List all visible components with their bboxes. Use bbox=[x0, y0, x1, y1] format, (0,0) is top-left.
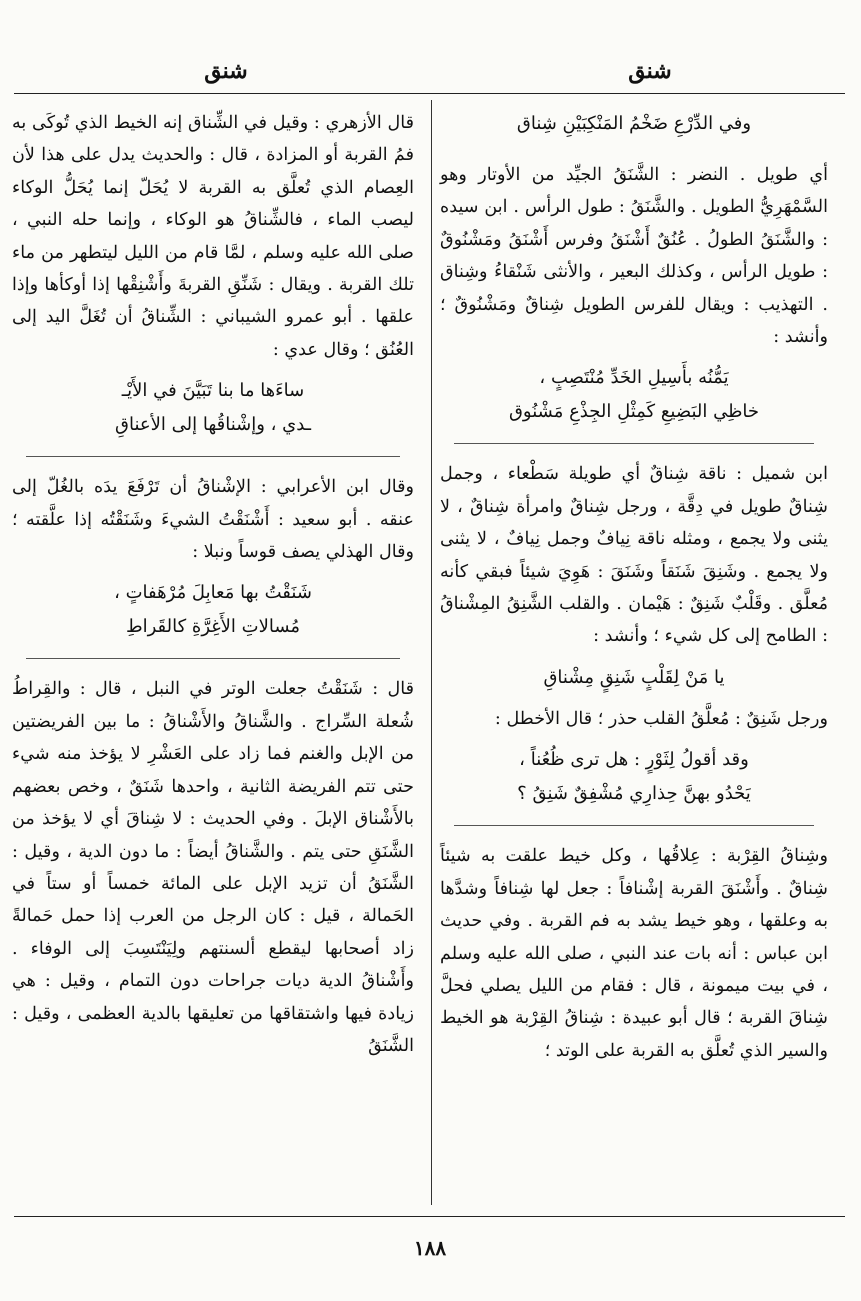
section-separator bbox=[26, 456, 400, 457]
right-paragraph-3: ورجل شَنِقٌ : مُعلَّقُ القلب حذر ؛ قال الأخطل : bbox=[494, 708, 828, 729]
verse-line: يا مَنْ لِقَلْبٍ شَنِقٍ مِشْناقِ bbox=[543, 666, 725, 688]
page-header-left-word: شنق bbox=[204, 58, 248, 84]
verse-line: خاظِي البَضِيعِ كَمِثْلِ الجِذْعِ مَشْنُوق bbox=[508, 401, 760, 423]
left-paragraph-1: قال الأزهري : وقيل في الشِّناق إنه الخيط الذي تُوكَى به فمُ القربة أو المزادة ، قال : والحديث يدل على هذا لأن العِصام الذي تُعلَّق به القربة لا يُحَلّ إنما يُحَلُّ الوكاء ليصب الماء ، فالشِّناقُ هو الوكاء ، وإنما حله النبي ، صلى الله عليه وسلم ، لمَّا قام من الليل ليتطهر من ماء تلك القربة . ويقال : شَنِّقِ القربةَ وأَشْنِقْها إذا أوكأها وإذا علقها . أبو عمرو الشيباني : الشِّناقُ أن تُغَلَّ اليد إلى العُنُق ؛ وقال عدي : bbox=[12, 113, 414, 360]
header-rule bbox=[14, 93, 845, 94]
right-paragraph-2: ابن شميل : ناقة شِناقٌ أي طويلة سَطْعاء ، وجمل شِناقٌ طويل في دِقَّة ، ورجل شِناقٌ وامرأة شِناقٌ ، لا يثنى ولا يجمع ، ومثله ناقة نِيافٌ وجمل نِيافٌ ، لا يثنى ولا يجمع . وشَنِقَ شَنَقاً وشَنَقَ : هَوِيَ شيئاً فبقي كأنه مُعلَّق . وقَلْبٌ شَنِقٌ : هَيْمان . والقلب الشَّنِقُ المِشْناقُ : الطامح إلى كل شيء ؛ وأنشد : bbox=[440, 464, 828, 647]
right-verse-1 bbox=[440, 107, 828, 141]
verse-line: يَمُّنُه بأَسِيلِ الخَدِّ مُنْتَصِبٍ ، bbox=[539, 367, 729, 389]
verse-line: مُسالاتِ الأَغِرَّةِ كالقَراطِ bbox=[125, 616, 301, 638]
left-paragraph-2: وقال ابن الأعرابي : الإشْناقُ أن تَرْفَعَ يدَه بالغُلّ إلى عنقه . أبو سعيد : أَشْنَقْتُ الشيءَ وشَنَقْتُه إذا علَّقته ؛ وقال الهذلي يصف قوساً ونبلا : bbox=[12, 477, 414, 563]
column-divider bbox=[431, 100, 432, 1205]
right-paragraph-1: أي طويل . النضر : الشَّنَقُ الجيِّد من الأوتار وهو السَّمْهَرِيُّ الطويل . والشَّنَقُ : طول الرأس . ابن سيده : والشَّنَقُ الطولُ . عُنُقٌ أَشْنَقُ وفرس أَشْنَقُ ومَشْنُوقٌ : طويل الرأس ، وكذلك البعير ، والأنثى شَنْقاءُ وشِناق . التهذيب : ويقال للفرس الطويل شِناقٌ ومَشْنُوقٌ ؛ وأنشد : bbox=[440, 165, 828, 348]
verse-line: يَحْدُو بهنَّ حِذارِي مُشْفِقٌ شَنِقُ ؟ bbox=[517, 783, 751, 805]
right-column bbox=[440, 107, 828, 1067]
right-verse-3 bbox=[440, 661, 828, 695]
right-verse-4 bbox=[440, 743, 828, 811]
verse-line: شَنَقْتُ بها مَعابِلَ مُرْهَفاتٍ ، bbox=[114, 582, 312, 604]
verse-line: ساءَها ما بنا تَبَيَّنَ في الأَيْـ bbox=[121, 380, 305, 402]
verse-line: وفي الدِّرْعِ ضَخْمُ المَنْكِبَيْنِ شِناق bbox=[516, 113, 752, 134]
page-header-right-word: شنق bbox=[628, 58, 672, 84]
left-verse-2 bbox=[12, 576, 414, 644]
verse-line: ـدي ، وإشْناقُها إلى الأعناقِ bbox=[115, 414, 311, 436]
section-separator bbox=[454, 825, 814, 826]
left-verse-1 bbox=[12, 374, 414, 442]
verse-line: وقد أقولُ لِثَوْرٍ : هل ترى ظُعُناً ، bbox=[519, 749, 749, 771]
right-paragraph-4: وشِناقُ القِرْبة : عِلاقُها ، وكل خيط علقت به شيئاً شِناقٌ . وأَشْنَقَ القربة إشْنافاً : جعل لها شِنافاً وشدَّها به وعلقها ، وهو خيط يشد به فم القربة . وفي حديث ابن عباس : أنه بات عند النبي ، صلى الله عليه وسلم ، في بيت ميمونة ، قال : فقام من الليل يصلي فحلَّ شِناقَ القربة ؛ قال أبو عبيدة : شِناقُ القِرْبة هو الخيط والسير الذي تُعلَّق به القربة على الوتد ؛ bbox=[440, 846, 828, 1061]
left-paragraph-3: قال : شَنَقْتُ جعلت الوتر في النبل ، قال : والقِراطُ شُعلة السِّراج . والشَّناقُ والأَشْناقُ : ما بين الفريضتين من الإبل والغنم فما زاد على العَشْرِ لا يؤخذ منه شيء حتى تتم الفريضة الثانية ، واحدها شَنَقٌ ، وخص بعضهم بالأَشْناق الإبلَ . وفي الحديث : لا شِناقَ أي لا يؤخذ من الشَّنَقِ حتى يتم . والشَّناقُ أيضاً : ما دون الدية ، وقيل : الشَّنَقُ أن تزيد الإبل على المائة خمساً أو ستاً في الحَمالة ، قيل : كان الرجل من العرب إذا حمل حَمالةً زاد أصحابها ليقطع ألسنتهم ولِيَنْتَسِبَ إلى الوفاء . وأَشْناقُ الدية ديات جراحات دون التمام ، وقيل : هي زيادة فيها واشتقاقها من تعليقها بالدية العظمى ، وقيل : الشَّنَقُ bbox=[12, 679, 414, 1056]
section-separator bbox=[26, 658, 400, 659]
section-separator bbox=[454, 443, 814, 444]
right-verse-2 bbox=[440, 361, 828, 429]
page-number: ١٨٨ bbox=[413, 1236, 447, 1260]
left-column bbox=[12, 107, 414, 1062]
footer-rule bbox=[14, 1216, 845, 1217]
